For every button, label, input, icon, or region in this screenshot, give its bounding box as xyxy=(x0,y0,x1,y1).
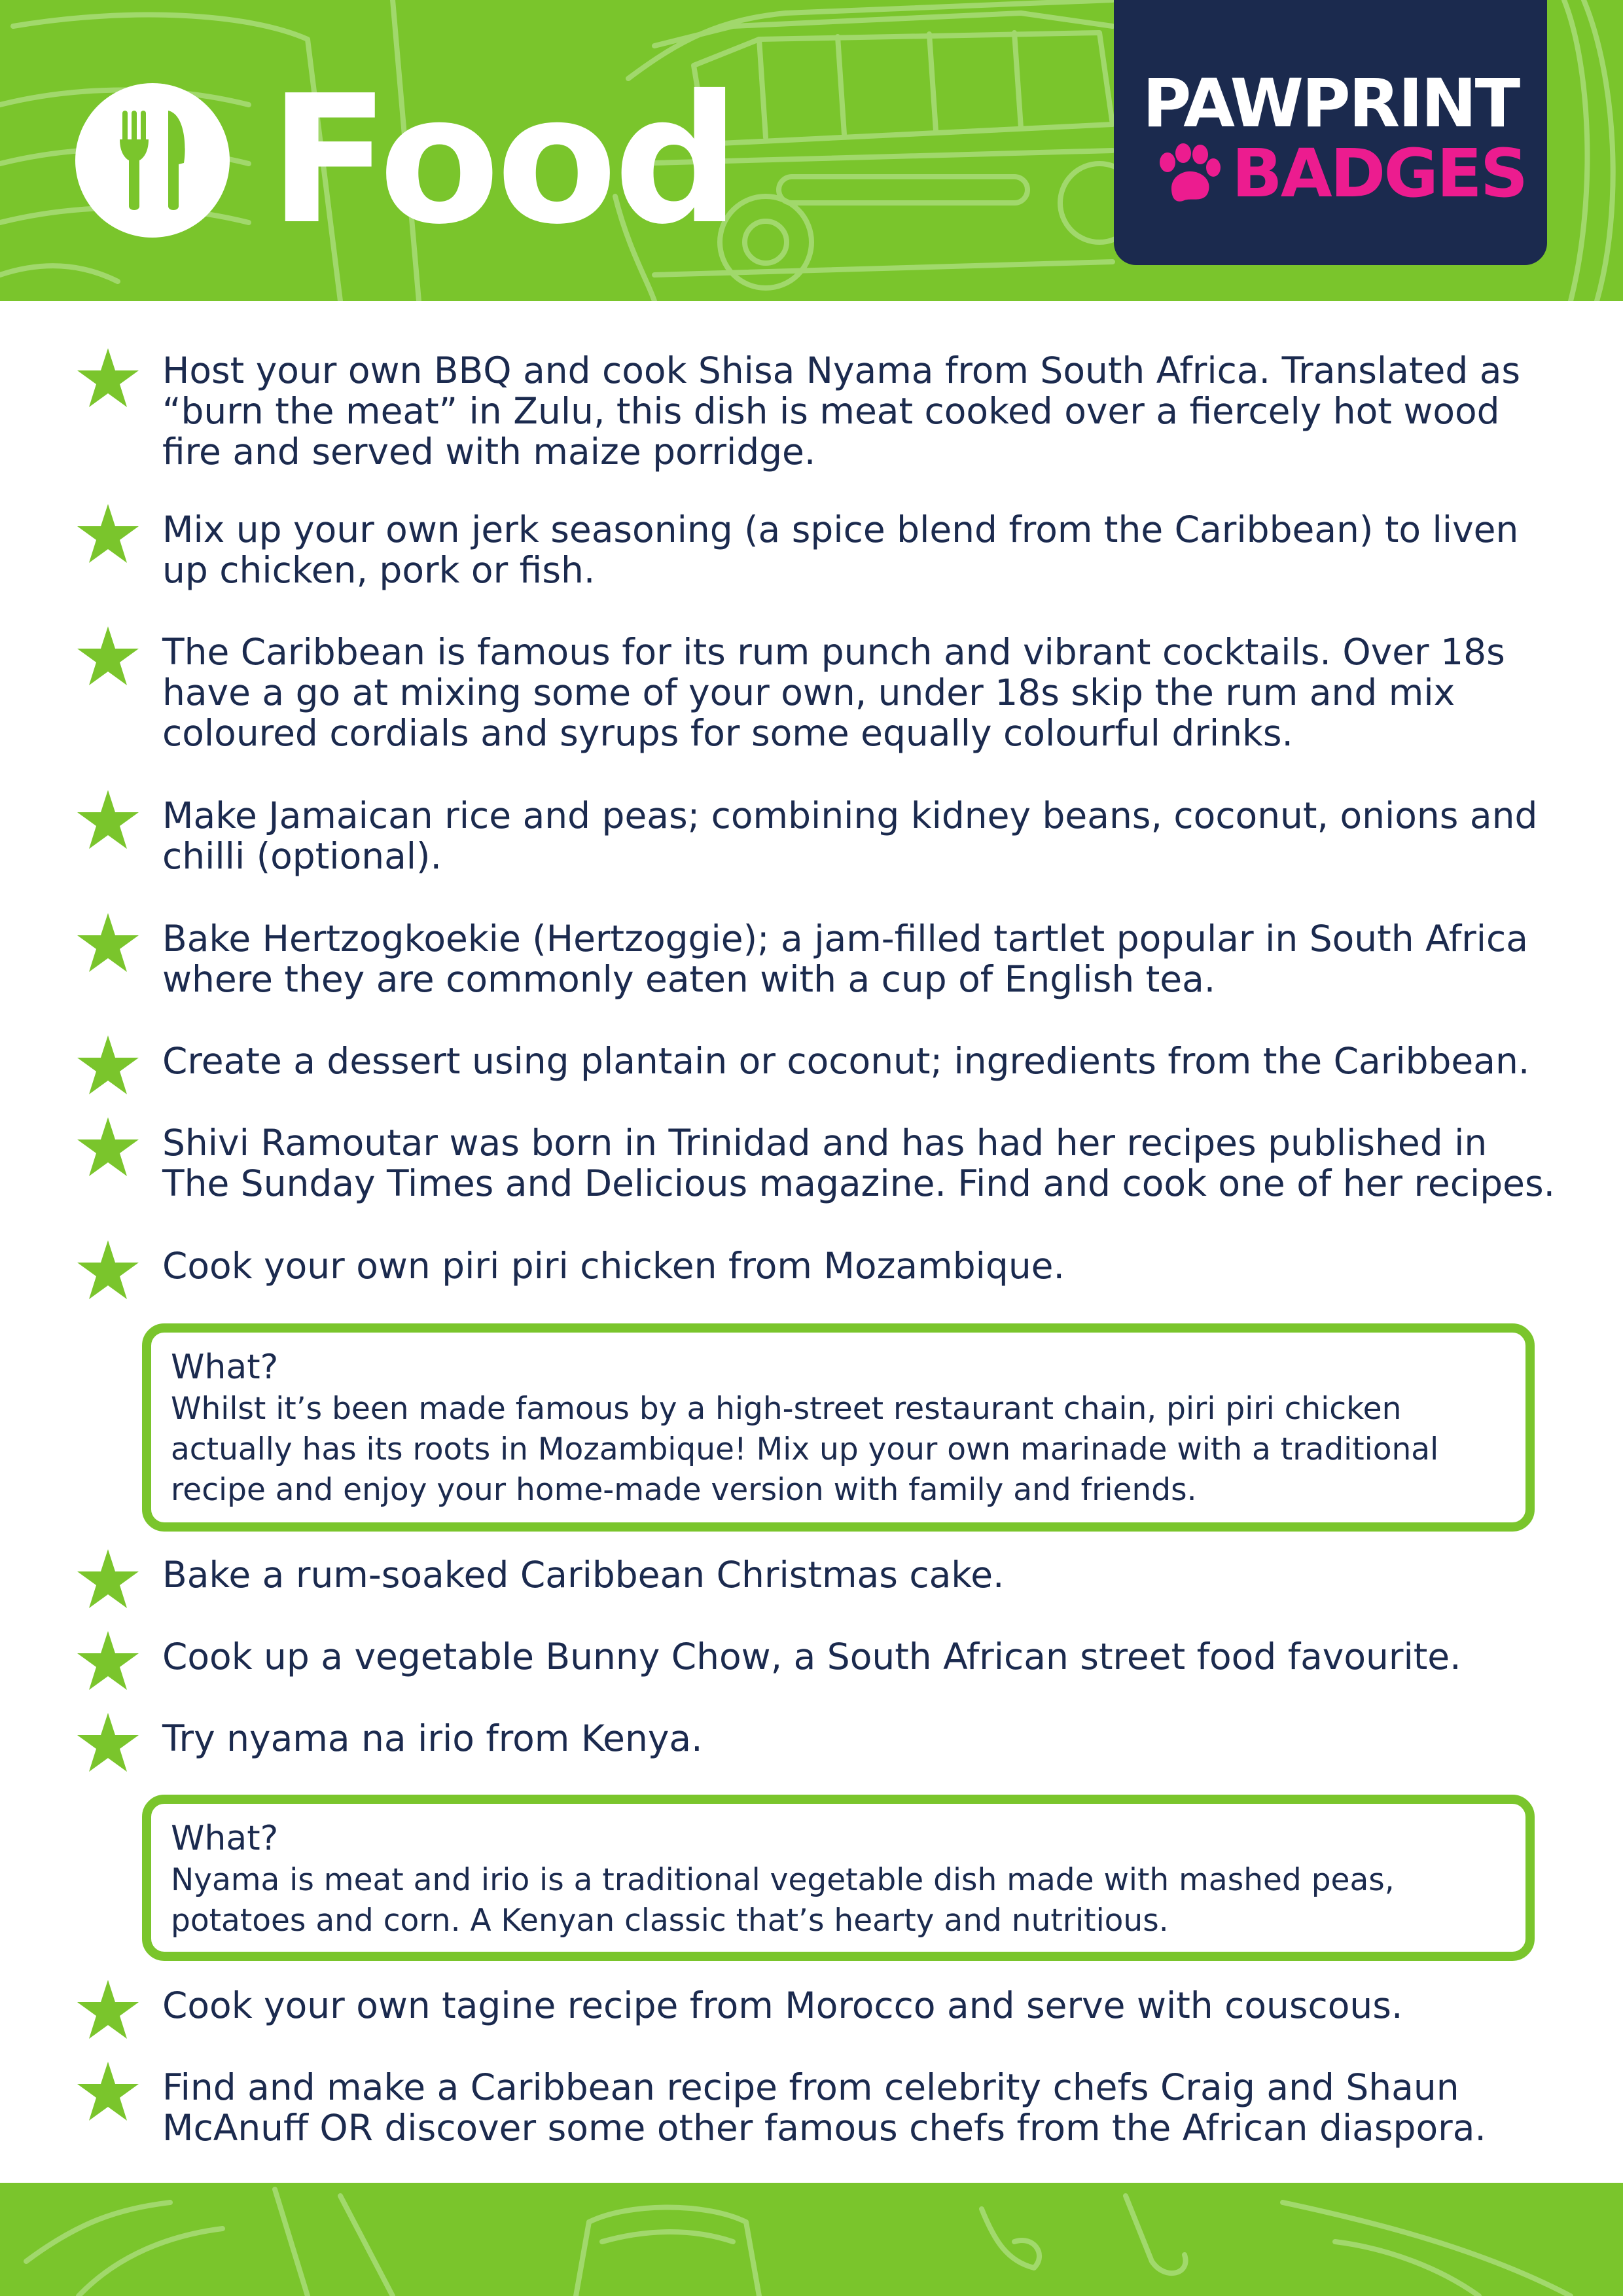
list-item-text: Bake a rum-soaked Caribbean Christmas cake. xyxy=(162,1554,1005,1596)
info-box-body: Whilst it’s been made famous by a high-street restaurant chain, piri piri chicken actually has its roots in Mozambique! Mix up your own marinade with a traditional recipe and enjoy your home-made version with family and friends. xyxy=(171,1391,1439,1508)
info-box xyxy=(142,1795,1535,1961)
footer-band xyxy=(0,2183,1623,2296)
brand-line-1: PAWPRINT xyxy=(1142,65,1519,143)
brand-line-2: BADGES xyxy=(1232,135,1527,213)
list-item-text: Cook your own tagine recipe from Morocco and serve with couscous. xyxy=(162,1984,1403,2026)
info-box-title: What? xyxy=(171,1348,279,1387)
list-item-text: Cook up a vegetable Bunny Chow, a South African street food favourite. xyxy=(162,1636,1461,1677)
star-icon xyxy=(75,1712,141,1777)
star-icon xyxy=(75,1239,141,1304)
star-icon xyxy=(75,1116,141,1181)
list-item-text: Mix up your own jerk seasoning (a spice blend from the Caribbean) to liven up chicken, pork or fish. xyxy=(162,509,1519,591)
star-icon xyxy=(75,1630,141,1695)
list-item-text: Bake Hertzogkoekie (Hertzoggie); a jam-filled tartlet popular in South Africa where they are commonly eaten with a cup of English tea. xyxy=(162,918,1528,1000)
list-item-text: Find and make a Caribbean recipe from celebrity chefs Craig and Shaun McAnuff OR discover some other famous chefs from the African diaspora. xyxy=(162,2066,1486,2149)
page-title: Food xyxy=(269,57,736,263)
brand-logo xyxy=(1114,0,1547,265)
list-item-text: The Caribbean is famous for its rum punch and vibrant cocktails. Over 18s have a go at mixing some of your own, under 18s skip the rum and mix coloured cordials and syrups for some equally colourful drinks. xyxy=(162,631,1505,754)
brand-line-2-group xyxy=(1152,135,1527,213)
header-band xyxy=(0,0,1623,301)
star-icon xyxy=(75,1979,141,2044)
star-icon xyxy=(75,503,141,568)
list-item-text: Create a dessert using plantain or coconut; ingredients from the Caribbean. xyxy=(162,1040,1530,1082)
star-icon xyxy=(75,1034,141,1100)
list-item-text: Cook your own piri piri chicken from Mozambique. xyxy=(162,1245,1065,1287)
list-item-text: Shivi Ramoutar was born in Trinidad and has had her recipes published in The Sunday Times and Delicious magazine. Find and cook one of her recipes. xyxy=(162,1122,1556,1204)
title-group xyxy=(75,57,736,263)
info-box-body: Nyama is meat and irio is a traditional vegetable dish made with mashed peas, potatoes and corn. A Kenyan classic that’s hearty and nutritious. xyxy=(171,1862,1395,1939)
star-icon xyxy=(75,912,141,977)
star-icon xyxy=(75,625,141,691)
star-icon xyxy=(75,789,141,854)
star-icon xyxy=(75,347,141,412)
footer-doodle-pattern xyxy=(0,2183,1623,2296)
star-icon xyxy=(75,2060,141,2126)
fork-knife-icon xyxy=(75,83,230,238)
list-item-text: Host your own BBQ and cook Shisa Nyama from South Africa. Translated as “burn the meat” in Zulu, this dish is meat cooked over a fiercely hot wood fire and served with maize porridge. xyxy=(162,350,1521,473)
info-box xyxy=(142,1323,1535,1532)
list-item-text: Try nyama na irio from Kenya. xyxy=(162,1717,703,1759)
list-item-text: Make Jamaican rice and peas; combining kidney beans, coconut, onions and chilli (optional). xyxy=(162,795,1538,877)
star-icon xyxy=(75,1548,141,1613)
paw-icon xyxy=(1152,143,1224,206)
info-box-title: What? xyxy=(171,1819,279,1858)
